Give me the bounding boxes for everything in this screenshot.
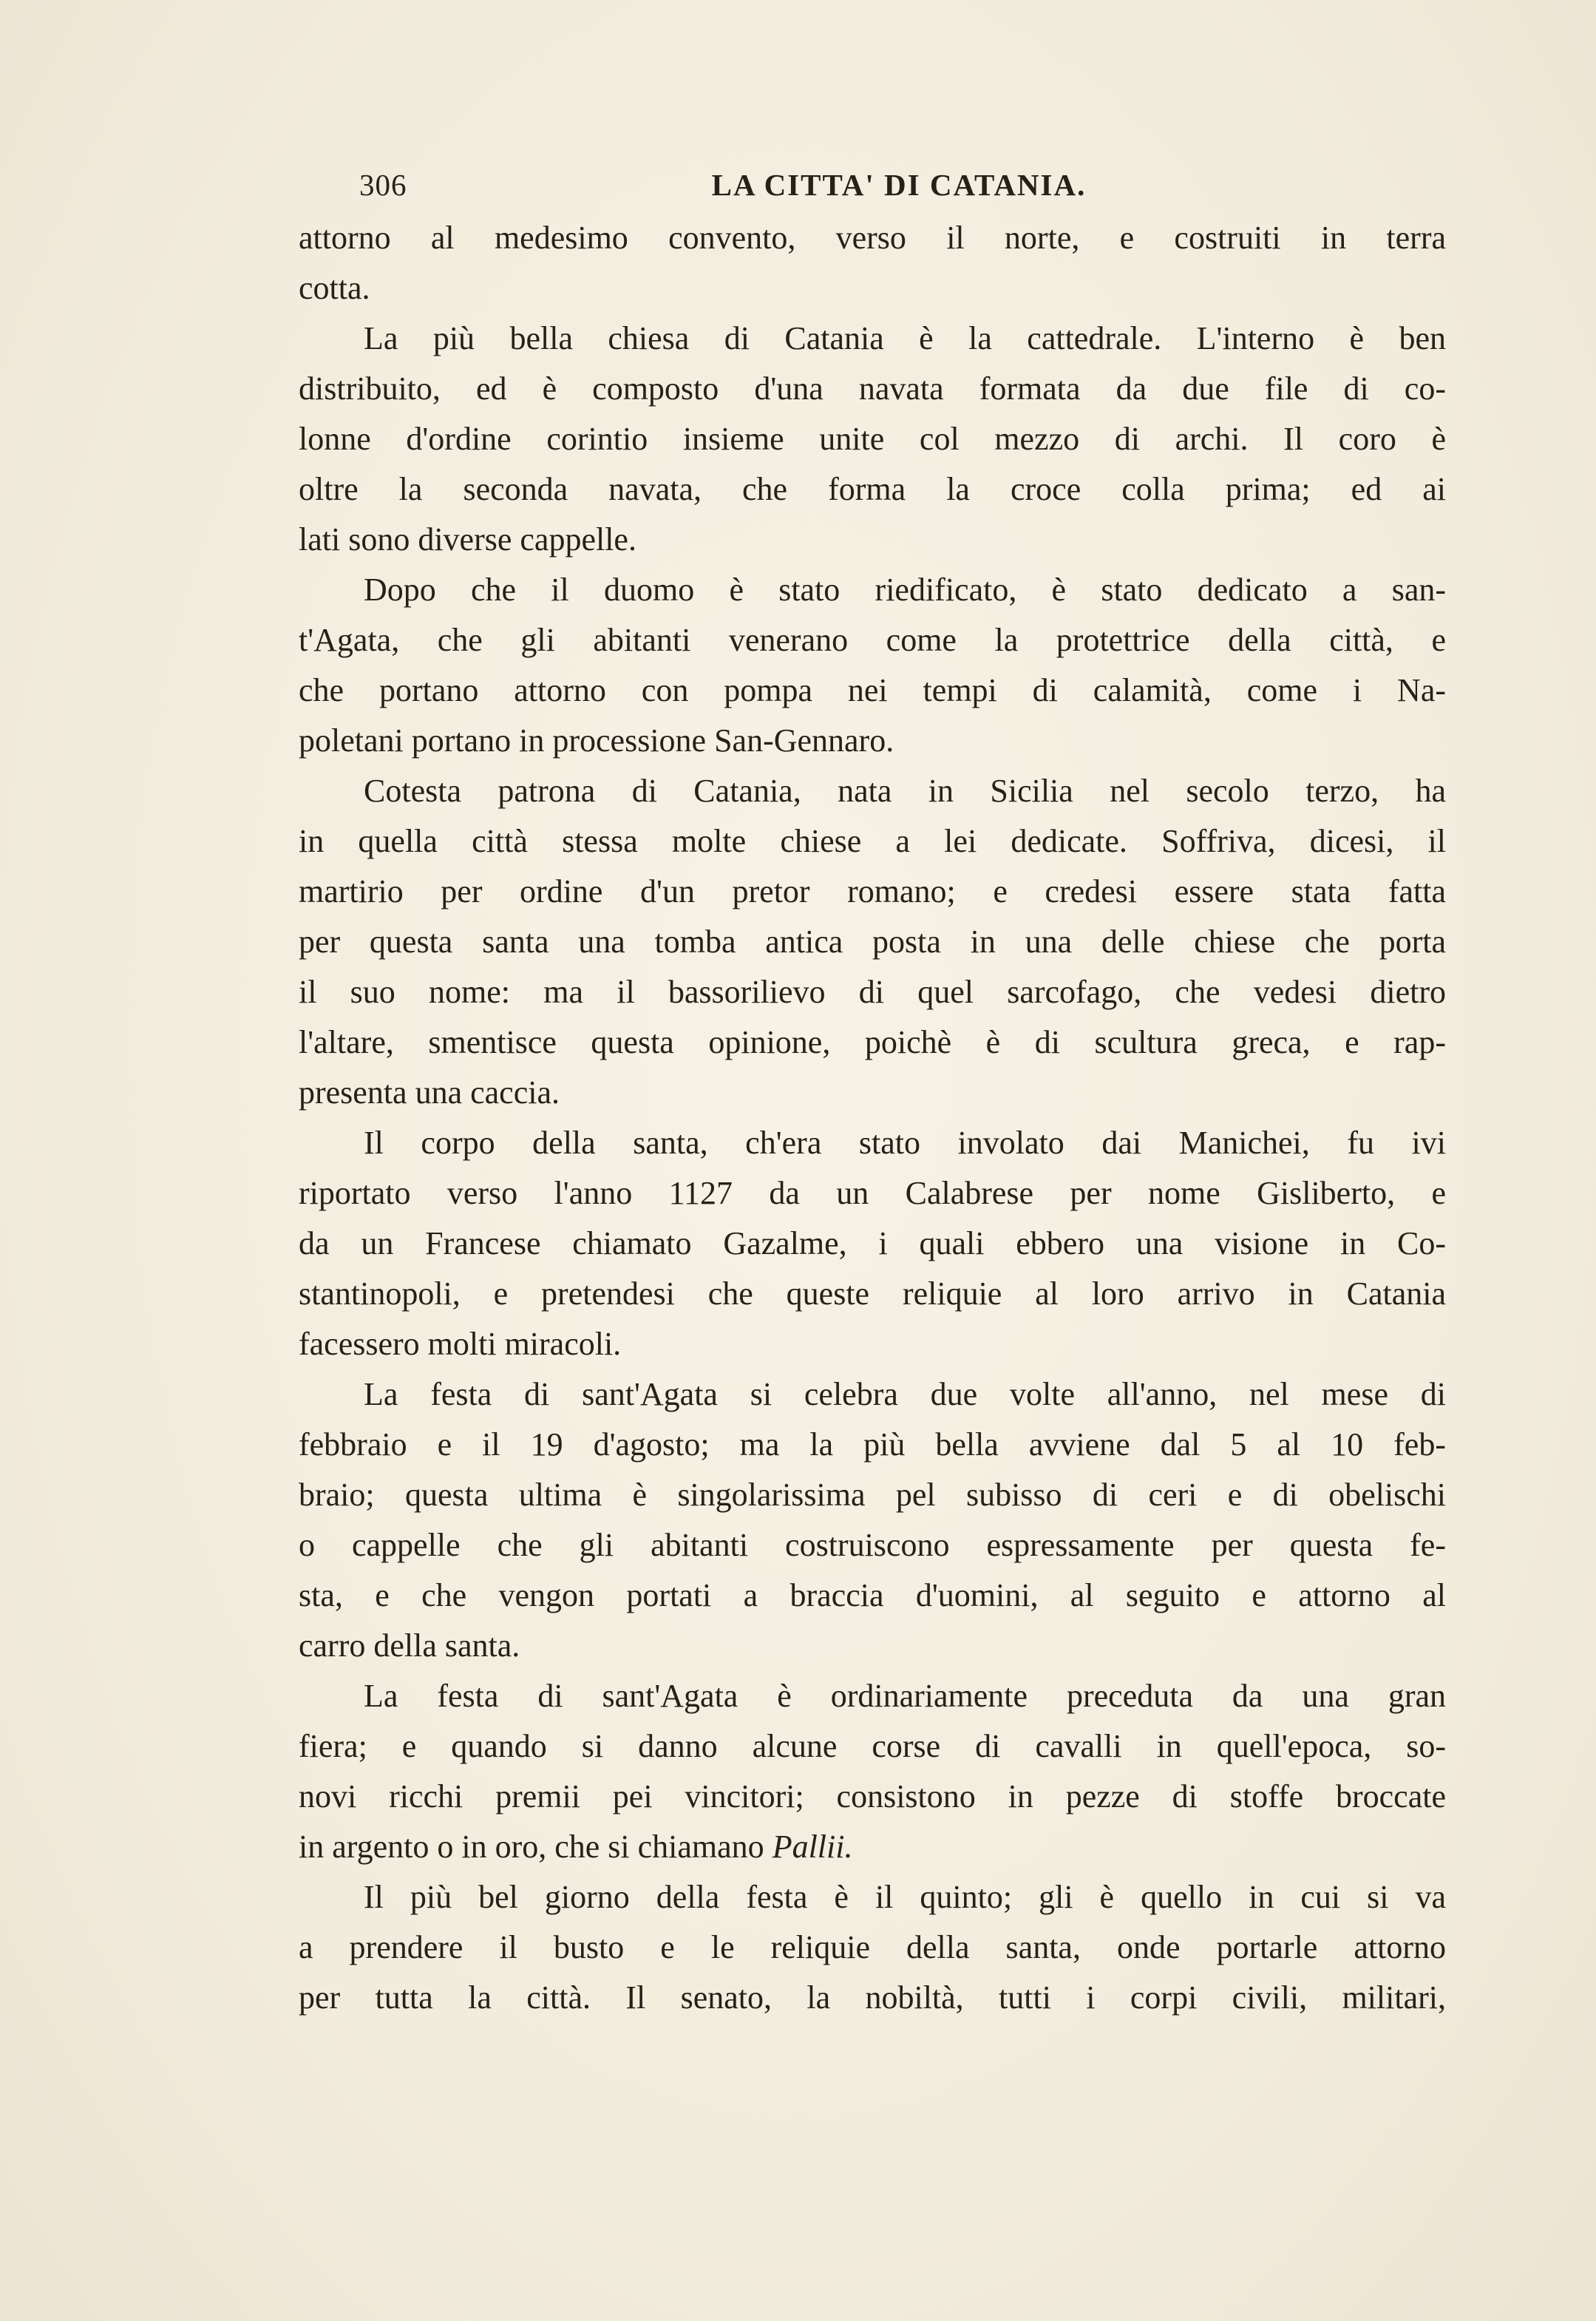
text-line: sta, e che vengon portati a braccia d'uomini, al seguito e attorno al bbox=[299, 1577, 1446, 1613]
text-line: che portano attorno con pompa nei tempi di calamità, come i Na- bbox=[299, 672, 1446, 708]
running-title: LA CITTA' DI CATANIA. bbox=[711, 168, 1087, 202]
text-line bbox=[299, 1822, 1446, 1872]
text-line: t'Agata, che gli abitanti venerano come la protettrice della città, e bbox=[299, 622, 1446, 658]
text-line: riportato verso l'anno 1127 da un Calabrese per nome Gisliberto, e bbox=[299, 1175, 1446, 1211]
text-line: in quella città stessa molte chiese a lei dedicate. Soffriva, dicesi, il bbox=[299, 823, 1446, 859]
text-line: Il corpo della santa, ch'era stato involato dai Manichei, fu ivi bbox=[364, 1125, 1446, 1161]
text-line: poletani portano in processione San-Gennaro. bbox=[299, 722, 894, 759]
text-line: cotta. bbox=[299, 270, 370, 306]
text-line: da un Francese chiamato Gazalme, i quali ebbero una visione in Co- bbox=[299, 1225, 1446, 1261]
text-line: il suo nome: ma il bassorilievo di quel sarcofago, che vedesi dietro bbox=[299, 974, 1446, 1010]
text-line: a prendere il busto e le reliquie della santa, onde portarle attorno bbox=[299, 1929, 1446, 1965]
text-line: oltre la seconda navata, che forma la croce colla prima; ed ai bbox=[299, 471, 1446, 507]
text-line: Dopo che il duomo è stato riedificato, è stato dedicato a san- bbox=[364, 572, 1446, 608]
page-number: 306 bbox=[359, 168, 407, 202]
text-line: per tutta la città. Il senato, la nobiltà, tutti i corpi civili, militari, bbox=[299, 1979, 1446, 2016]
text-line: La più bella chiesa di Catania è la cattedrale. L'interno è ben bbox=[364, 320, 1446, 356]
text-line: febbraio e il 19 d'agosto; ma la più bella avviene dal 5 al 10 feb- bbox=[299, 1426, 1446, 1463]
text-line: novi ricchi premii pei vincitori; consistono in pezze di stoffe broccate bbox=[299, 1778, 1446, 1815]
text-line: Il più bel giorno della festa è il quinto; gli è quello in cui si va bbox=[364, 1879, 1446, 1915]
text-line: La festa di sant'Agata si celebra due volte all'anno, nel mese di bbox=[364, 1376, 1446, 1412]
text-line: fiera; e quando si danno alcune corse di cavalli in quell'epoca, so- bbox=[299, 1728, 1446, 1764]
italic-term: Pallii. bbox=[772, 1829, 853, 1865]
text-line: carro della santa. bbox=[299, 1627, 520, 1664]
text-line: facessero molti miracoli. bbox=[299, 1326, 622, 1362]
text-line: stantinopoli, e pretendesi che queste reliquie al loro arrivo in Catania bbox=[299, 1275, 1446, 1312]
text-line: attorno al medesimo convento, verso il norte, e costruiti in terra bbox=[299, 220, 1446, 256]
body-text bbox=[299, 213, 1446, 2023]
text-line: martirio per ordine d'un pretor romano; e credesi essere stata fatta bbox=[299, 873, 1446, 909]
page-header bbox=[359, 167, 1446, 206]
text-line: La festa di sant'Agata è ordinariamente preceduta da una gran bbox=[364, 1678, 1446, 1714]
text-line: l'altare, smentisce questa opinione, poichè è di scultura greca, e rap- bbox=[299, 1024, 1446, 1060]
text-line: Cotesta patrona di Catania, nata in Sicilia nel secolo terzo, ha bbox=[364, 773, 1446, 809]
text-line: lonne d'ordine corintio insieme unite col mezzo di archi. Il coro è bbox=[299, 421, 1446, 457]
text-line: presenta una caccia. bbox=[299, 1074, 560, 1111]
text-line: distribuito, ed è composto d'una navata formata da due file di co- bbox=[299, 370, 1446, 407]
text-line: per questa santa una tomba antica posta in una delle chiese che porta bbox=[299, 924, 1446, 960]
text-line: lati sono diverse cappelle. bbox=[299, 521, 636, 558]
text-line: o cappelle che gli abitanti costruiscono espressamente per questa fe- bbox=[299, 1527, 1446, 1563]
text-line-part: in argento o in oro, che si chiamano bbox=[299, 1829, 772, 1865]
text-line: braio; questa ultima è singolarissima pel subisso di ceri e di obelischi bbox=[299, 1477, 1446, 1513]
